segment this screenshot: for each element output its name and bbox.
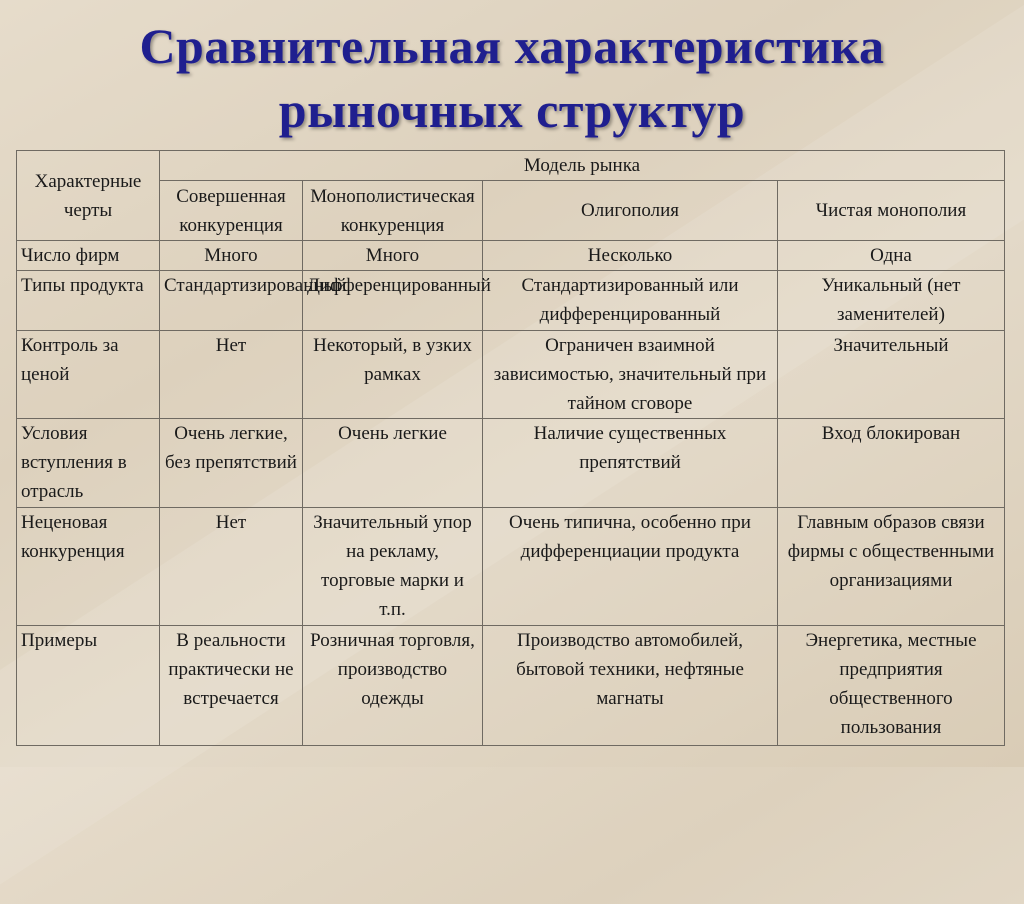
table-cell: Несколько <box>483 241 778 271</box>
column-header: Олигополия <box>483 181 778 241</box>
table-row <box>17 241 1005 271</box>
row-feature: Примеры <box>17 626 160 746</box>
table-cell: Значительный <box>778 331 1005 419</box>
table-cell: Одна <box>778 241 1005 271</box>
column-header: Монополистическая конкуренция <box>303 181 483 241</box>
title-line-2: рыночных структур <box>278 82 746 138</box>
table-cell: Очень типична, особенно при дифференциации продукта <box>483 508 778 626</box>
row-feature: Условия вступления в отрасль <box>17 419 160 508</box>
table-cell: Нет <box>160 508 303 626</box>
page-title <box>0 14 1024 142</box>
table-cell: Энергетика, местные предприятия общественного пользования <box>778 626 1005 746</box>
table-cell: Очень легкие, без препятствий <box>160 419 303 508</box>
table-row <box>17 271 1005 331</box>
table-cell: Нет <box>160 331 303 419</box>
table-row <box>17 626 1005 746</box>
table-cell: Много <box>160 241 303 271</box>
row-feature: Контроль за ценой <box>17 331 160 419</box>
row-feature: Неценовая конкуренция <box>17 508 160 626</box>
table-cell: Уникальный (нет заменителей) <box>778 271 1005 331</box>
table-cell: Главным образов связи фирмы с общественными организациями <box>778 508 1005 626</box>
column-header: Совершенная конкуренция <box>160 181 303 241</box>
table-cell: Некоторый, в узких рамках <box>303 331 483 419</box>
header-corner: Характерные черты <box>17 151 160 241</box>
table-cell: Дифференцированный <box>303 271 483 331</box>
column-header: Чистая монополия <box>778 181 1005 241</box>
table-cell: Очень легкие <box>303 419 483 508</box>
row-feature: Типы продукта <box>17 271 160 331</box>
table-cell: Наличие существенных препятствий <box>483 419 778 508</box>
table-row <box>17 331 1005 419</box>
table-cell: Ограничен взаимной зависимостью, значительный при тайном сговоре <box>483 331 778 419</box>
table-cell: Вход блокирован <box>778 419 1005 508</box>
table-cell: Розничная торговля, производство одежды <box>303 626 483 746</box>
row-feature: Число фирм <box>17 241 160 271</box>
comparison-table <box>16 150 1005 746</box>
table-cell: Много <box>303 241 483 271</box>
table-cell: Стандартизированный <box>160 271 303 331</box>
table-row <box>17 419 1005 508</box>
table-cell: Стандартизированный или дифференцированный <box>483 271 778 331</box>
header-market-model: Модель рынка <box>160 151 1005 181</box>
table-cell: Производство автомобилей, бытовой техники, нефтяные магнаты <box>483 626 778 746</box>
title-line-1: Сравнительная характеристика <box>139 18 885 74</box>
table-row <box>17 508 1005 626</box>
table-cell: В реальности практически не встречается <box>160 626 303 746</box>
table-cell: Значительный упор на рекламу, торговые марки и т.п. <box>303 508 483 626</box>
